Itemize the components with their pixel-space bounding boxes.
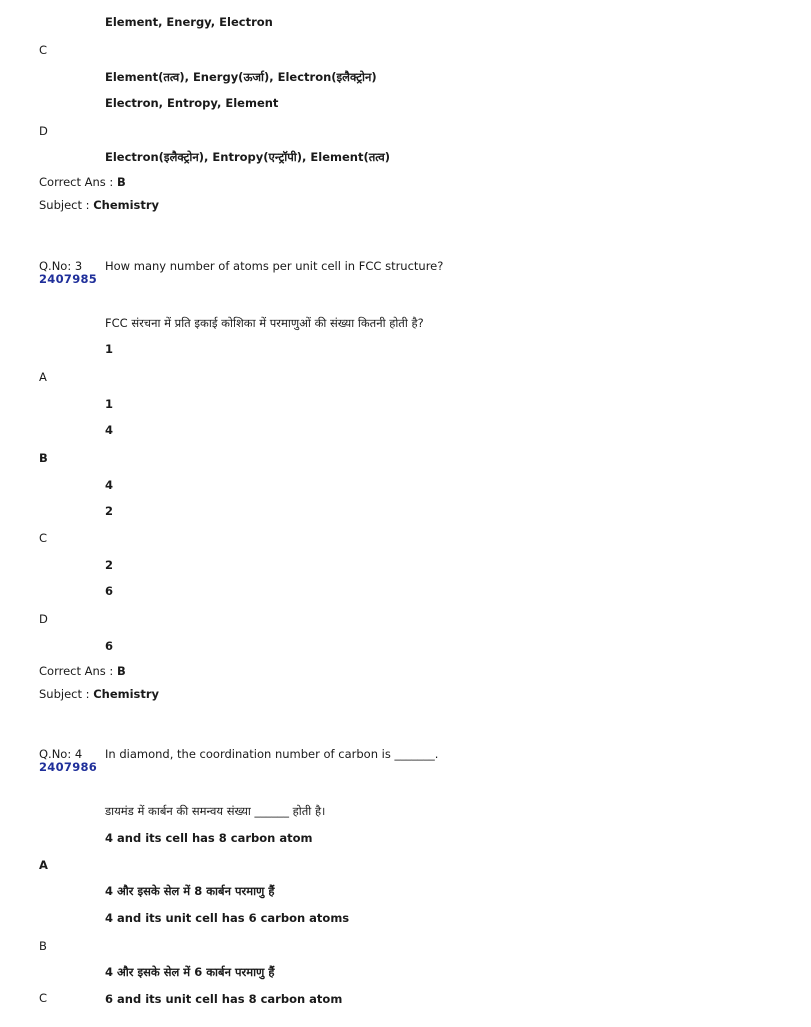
q2-option-letter-c: C xyxy=(39,43,48,57)
correct-ans-label: Correct Ans : xyxy=(39,175,114,189)
q4-number: Q.No: 4 xyxy=(39,747,83,761)
q3-option-a-english: 1 xyxy=(105,342,114,356)
q3-option-letter-a: A xyxy=(39,370,47,384)
q3-option-c-english: 2 xyxy=(105,504,114,518)
q2-option-d-hindi: Electron(इलैक्ट्रोन), Entropy(एन्ट्रॉपी), Element(तत्व) xyxy=(105,150,390,164)
q4-option-c-english: 6 and its unit cell has 8 carbon atom xyxy=(105,992,343,1006)
q3-id: 2407985 xyxy=(39,272,98,286)
subject-value: Chemistry xyxy=(93,687,160,701)
q2-option-c-hindi: Element(तत्व), Energy(ऊर्जा), Electron(इलैक्ट्रोन) xyxy=(105,70,377,84)
q3-option-d-hindi: 6 xyxy=(105,639,114,653)
q3-question-hindi: FCC संरचना में प्रति इकाई कोशिका में परमाणुओं की संख्या कितनी होती है? xyxy=(105,316,424,330)
q4-question-english: In diamond, the coordination number of carbon is _______. xyxy=(105,747,439,761)
subject-label: Subject : xyxy=(39,687,90,701)
q3-option-c-hindi: 2 xyxy=(105,558,114,572)
q4-option-a-english: 4 and its cell has 8 carbon atom xyxy=(105,831,313,845)
q3-question-english: How many number of atoms per unit cell in FCC structure? xyxy=(105,259,444,273)
q3-option-b-english: 4 xyxy=(105,423,114,437)
q4-option-letter-a: A xyxy=(39,858,48,872)
q4-option-a-hindi: 4 और इसके सेल में 8 कार्बन परमाणु हैं xyxy=(105,884,275,898)
correct-ans-label: Correct Ans : xyxy=(39,664,114,678)
q3-option-d-english: 6 xyxy=(105,584,114,598)
q2-option-c-english: Element, Energy, Electron xyxy=(105,15,273,29)
q3-number: Q.No: 3 xyxy=(39,259,83,273)
q2-correct-answer xyxy=(39,175,126,189)
q2-option-d-english: Electron, Entropy, Element xyxy=(105,96,279,110)
q4-id: 2407986 xyxy=(39,760,98,774)
correct-ans-value: B xyxy=(116,175,126,189)
q3-option-letter-d: D xyxy=(39,612,48,626)
q3-subject xyxy=(39,687,159,701)
q3-option-a-hindi: 1 xyxy=(105,397,114,411)
q4-option-letter-b: B xyxy=(39,939,47,953)
subject-value: Chemistry xyxy=(93,198,160,212)
q4-option-b-hindi: 4 और इसके सेल में 6 कार्बन परमाणु हैं xyxy=(105,965,275,979)
q4-question-hindi: डायमंड में कार्बन की समन्वय संख्या ______ होती है। xyxy=(105,804,326,818)
q4-option-letter-c: C xyxy=(39,991,48,1005)
q4-option-b-english: 4 and its unit cell has 6 carbon atoms xyxy=(105,911,350,925)
subject-label: Subject : xyxy=(39,198,90,212)
q2-subject xyxy=(39,198,159,212)
q3-option-letter-c: C xyxy=(39,531,48,545)
q2-option-letter-d: D xyxy=(39,124,48,138)
correct-ans-value: B xyxy=(116,664,126,678)
q3-option-letter-b: B xyxy=(39,451,48,465)
q3-option-b-hindi: 4 xyxy=(105,478,114,492)
q3-correct-answer xyxy=(39,664,126,678)
